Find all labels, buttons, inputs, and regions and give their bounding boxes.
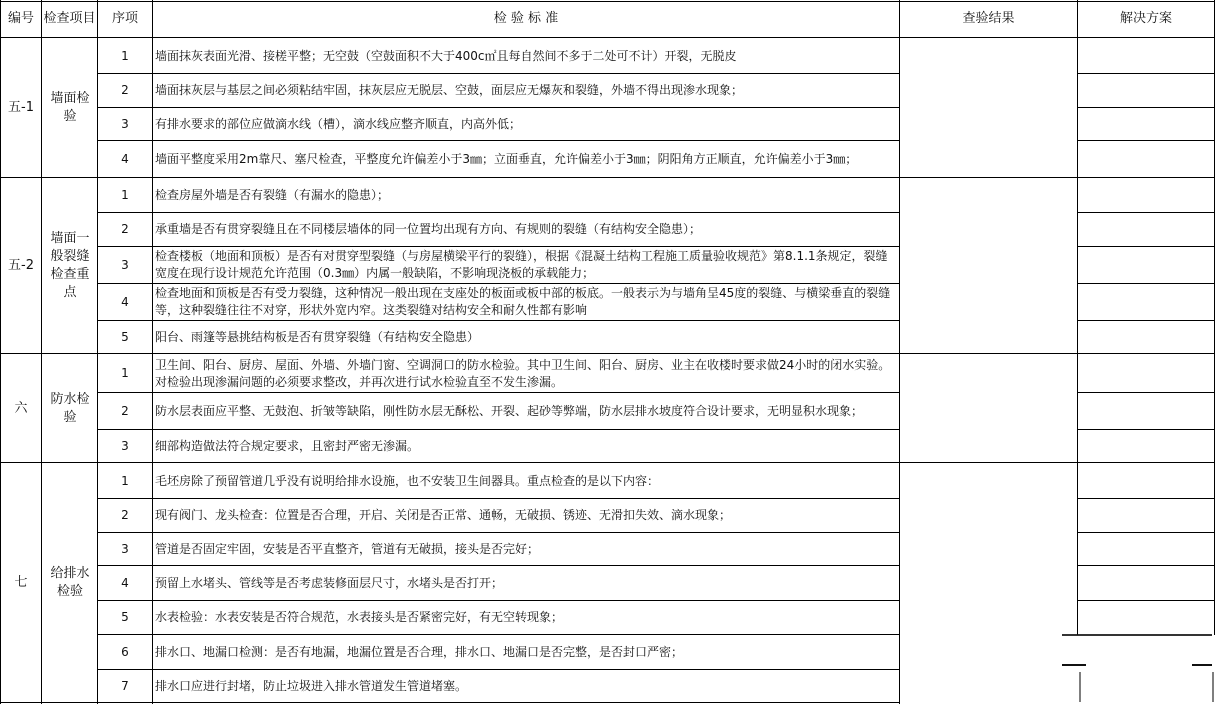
grid-line	[1077, 212, 1215, 213]
standard-cell: 阳台、雨篷等悬挑结构板是否有贯穿裂缝（有结构安全隐患）	[155, 329, 480, 344]
grid-line	[1077, 565, 1215, 566]
grid-line	[97, 498, 900, 499]
grid-line	[97, 73, 900, 74]
standard-cell: 检查房屋外墙是否有裂缝（有漏水的隐患）；	[155, 188, 390, 202]
grid-line	[97, 600, 900, 601]
standard-cell: 墙面平整度采用2m靠尺、塞尺检查，平整度允许偏差小于3㎜；立面垂直，允许偏差小于3㎜；阴阳角方正顺直，允许偏差小于3㎜；	[155, 151, 858, 166]
standard-cell: 卫生间、阳台、厨房、屋面、外墙、外墙门窗、空调洞口的防水检验。其中卫生间、阳台、厨房、业主在收楼时要求做24小时的闭水实验。对检验出现渗漏问题的必须要求整改，并再次进行试水检验直至不发生渗漏。	[155, 357, 891, 389]
standard-cell: 有排水要求的部位应做滴水线（槽），滴水线应整齐顺直，内高外低；	[155, 116, 522, 131]
group-item: 墙面一般裂缝检查重点	[50, 231, 90, 300]
seq-cell: 3	[121, 116, 129, 131]
grid-line	[97, 140, 900, 141]
seq-cell: 4	[121, 151, 129, 166]
header-seq: 序项	[111, 11, 138, 26]
grid-line	[1214, 0, 1215, 635]
grid-line	[97, 669, 900, 670]
seq-cell: 2	[121, 222, 129, 236]
header-id: 编号	[7, 11, 34, 26]
standard-cell: 管道是否固定牢固，安装是否平直整齐，管道有无破损，接头是否完好；	[155, 541, 540, 556]
seq-cell: 5	[121, 329, 129, 344]
standard-cell: 预留上水堵头、管线等是否考虑装修面层尺寸，水堵头是否打开；	[155, 575, 504, 590]
group-id: 七	[14, 575, 28, 590]
seq-cell: 3	[121, 438, 129, 453]
standard-cell: 毛坯房除了预留管道几乎没有说明给排水设施，也不安装卫生间器具。重点检查的是以下内容：	[155, 473, 660, 488]
grid-line	[1077, 73, 1215, 74]
seq-cell: 4	[121, 294, 129, 309]
standard-cell: 承重墙是否有贯穿裂缝且在不同楼层墙体的同一位置均出现有方向、有规则的裂缝（有结构安全隐患）；	[155, 222, 702, 236]
grid-line	[97, 212, 900, 213]
header-result: 查验结果	[962, 11, 1015, 26]
seq-cell: 3	[121, 541, 129, 556]
header-solution: 解决方案	[1119, 11, 1172, 26]
seq-cell: 1	[121, 366, 129, 380]
grid-line	[97, 0, 98, 704]
group-id: 六	[14, 400, 28, 416]
grid-line	[97, 320, 900, 321]
header-item: 检查项目	[43, 11, 96, 26]
standard-cell: 现有阀门、龙头检查：位置是否合理，开启、关闭是否正常、通畅，无破损、锈迹、无滑扣失效、滴水现象；	[155, 508, 732, 522]
grid-line	[97, 565, 900, 566]
grid-line	[97, 107, 900, 108]
standard-cell: 防水层表面应平整、无鼓泡、折皱等缺陷，刚性防水层无酥松、开裂、起砂等弊端，防水层排水坡度符合设计要求，无明显积水现象；	[155, 403, 864, 418]
grid-line	[0, 462, 1215, 463]
grid-line	[97, 246, 900, 247]
standard-cell: 排水口应进行封堵，防止垃圾进入排水管道发生管道堵塞。	[155, 678, 468, 693]
group-item: 墙面检验	[50, 91, 90, 124]
grid-line	[1077, 600, 1215, 601]
header-standard: 检 验 标 准	[493, 11, 559, 26]
group-id: 五-2	[8, 258, 34, 273]
grid-line	[1077, 107, 1215, 108]
grid-line	[97, 392, 900, 393]
grid-line	[1077, 392, 1215, 393]
scan-artifact	[1212, 672, 1214, 702]
standard-cell: 墙面抹灰表面光滑、接槎平整；无空鼓（空鼓面积不大于400c㎡且每自然间不多于二处可不计）开裂，无脱皮	[155, 48, 737, 63]
grid-line	[1077, 429, 1215, 430]
grid-line	[1077, 320, 1215, 321]
grid-line	[0, 1, 1215, 2]
seq-cell: 2	[121, 403, 129, 418]
seq-cell: 2	[121, 508, 129, 522]
grid-line	[0, 353, 1215, 354]
grid-line	[0, 177, 1215, 178]
standard-cell: 墙面抹灰层与基层之间必须粘结牢固，抹灰层应无脱层、空鼓，面层应无爆灰和裂缝，外墙不得出现渗水现象；	[155, 83, 744, 97]
seq-cell: 5	[121, 610, 129, 624]
seq-cell: 1	[121, 48, 129, 63]
group-item: 给排水检验	[50, 566, 90, 599]
grid-line	[0, 702, 900, 703]
grid-line	[97, 634, 900, 635]
grid-line	[0, 37, 1215, 38]
scan-artifact	[1079, 672, 1081, 702]
grid-line	[1077, 498, 1215, 499]
seq-cell: 2	[121, 83, 129, 97]
group-id: 五-1	[8, 100, 34, 115]
grid-line	[1077, 246, 1215, 247]
grid-line	[1077, 0, 1078, 635]
seq-cell: 1	[121, 188, 129, 202]
grid-line	[152, 0, 153, 704]
grid-line	[1077, 140, 1215, 141]
seq-cell: 3	[121, 257, 129, 272]
grid-line	[97, 532, 900, 533]
seq-cell: 4	[121, 575, 129, 590]
grid-line	[97, 429, 900, 430]
grid-line	[1077, 532, 1215, 533]
grid-line	[1077, 283, 1215, 284]
seq-cell: 6	[121, 644, 129, 659]
standard-cell: 检查地面和顶板是否有受力裂缝，这种情况一般出现在支座处的板面或板中部的板底。一般表示为与墙角呈45度的裂缝、与横梁垂直的裂缝等，这种裂缝往往不对穿，形状外宽内窄。这类裂缝对结构安全和耐久性都有影响	[155, 286, 891, 317]
scan-artifact	[1192, 664, 1212, 666]
grid-line	[41, 0, 42, 704]
group-item: 防水检验	[50, 391, 90, 425]
seq-cell: 7	[121, 678, 129, 693]
standard-cell: 细部构造做法符合规定要求，且密封严密无渗漏。	[155, 438, 420, 453]
standard-cell: 检查楼板（地面和顶板）是否有对贯穿型裂缝（与房屋横梁平行的裂缝），根据《混凝土结构工程施工质量验收规范》第8.1.1条规定，裂缝宽度在现行设计规范允许范围（0.3㎜）内属一般缺陷，不影响现浇板的承载能力；	[155, 249, 888, 280]
standard-cell: 排水口、地漏口检测：是否有地漏，地漏位置是否合理，排水口、地漏口是否完整，是否封口严密；	[155, 644, 684, 659]
scan-artifact	[1062, 634, 1212, 636]
scan-artifact	[1062, 664, 1086, 666]
grid-line	[899, 0, 900, 704]
grid-line	[0, 0, 1, 704]
seq-cell: 1	[121, 473, 129, 488]
standard-cell: 水表检验：水表安装是否符合规范，水表接头是否紧密完好，有无空转现象；	[155, 610, 564, 624]
grid-line	[97, 283, 900, 284]
